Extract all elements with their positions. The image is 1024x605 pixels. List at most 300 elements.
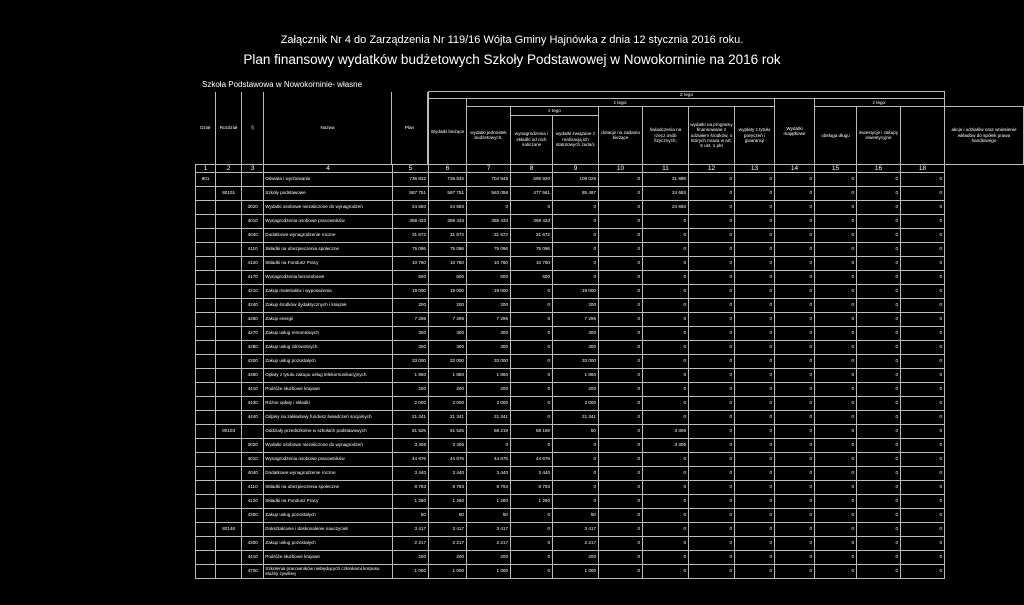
table-cell: 0: [511, 298, 553, 312]
table-cell: 44 676: [429, 452, 467, 466]
table-cell: 0: [857, 466, 901, 480]
table-cell: 0: [599, 326, 643, 340]
table-cell: 0: [735, 214, 775, 228]
row-name-cell: Zakup energii: [264, 312, 393, 326]
header-wydatki-jednostek: wydatki jednostek budżetowych,: [467, 107, 511, 164]
table-cell: 0: [775, 508, 815, 522]
table-cell: 0: [599, 522, 643, 536]
attachment-note: Załącznik Nr 4 do Zarządzenia Nr 119/16 Wójta Gminy Hajnówka z dnia 12 stycznia 2016 roku.: [280, 34, 744, 46]
table-row: [196, 466, 1024, 480]
table-cell: 24 693: [643, 186, 689, 200]
table-cell: 0: [689, 550, 735, 564]
table-cell: 21 341: [467, 410, 511, 424]
table-cell: 0: [643, 340, 689, 354]
table-cell: 0: [735, 354, 775, 368]
row-name-cell: Różne opłaty i składki: [264, 396, 393, 410]
header-par: §: [242, 92, 264, 164]
table-row: [196, 326, 1024, 340]
table-cell: [242, 172, 264, 186]
table-cell: 0: [689, 256, 735, 270]
table-row: [196, 536, 1024, 550]
table-cell: 31 888: [643, 172, 689, 186]
table-cell: 85 497: [553, 186, 599, 200]
table-cell: 31 672: [392, 228, 428, 242]
table-cell: 0: [775, 284, 815, 298]
table-cell: 0: [775, 382, 815, 396]
column-number: 7: [467, 164, 511, 172]
table-cell: [216, 270, 242, 284]
table-cell: 4700: [242, 564, 264, 578]
table-cell: 0: [735, 186, 775, 200]
table-cell: 3 417: [553, 522, 599, 536]
row-name-cell: Opłaty z tytułu zakupu usług telekomunikacyjnych: [264, 368, 393, 382]
table-cell: 200: [467, 382, 511, 396]
table-cell: [216, 172, 242, 186]
table-cell: 0: [857, 410, 901, 424]
table-cell: [196, 368, 216, 382]
table-cell: 477 561: [511, 186, 553, 200]
table-cell: 0: [689, 480, 735, 494]
table-cell: [196, 494, 216, 508]
table-cell: 0: [815, 382, 857, 396]
table-cell: 0: [643, 410, 689, 424]
table-cell: 0: [735, 200, 775, 214]
table-cell: 8 793: [392, 480, 428, 494]
table-cell: 200: [392, 382, 428, 396]
table-cell: 4260: [242, 312, 264, 326]
table-cell: 0: [689, 340, 735, 354]
table-cell: 0: [857, 284, 901, 298]
table-cell: 0: [735, 424, 775, 438]
table-cell: 44 676: [511, 452, 553, 466]
table-cell: 4300: [242, 536, 264, 550]
table-cell: 0: [511, 536, 553, 550]
table-cell: [196, 508, 216, 522]
table-cell: 0: [689, 228, 735, 242]
table-cell: 0: [901, 354, 945, 368]
table-cell: 0: [775, 536, 815, 550]
table-cell: 0: [689, 284, 735, 298]
table-cell: 0: [857, 494, 901, 508]
header-dzial: Dział: [196, 92, 216, 164]
table-cell: 0: [689, 508, 735, 522]
table-cell: 0: [689, 382, 735, 396]
column-number: 14: [775, 164, 815, 172]
table-cell: 0: [775, 270, 815, 284]
table-cell: 300: [392, 340, 428, 354]
table-cell: 0: [735, 340, 775, 354]
table-cell: 0: [735, 410, 775, 424]
table-cell: 1 860: [429, 368, 467, 382]
row-name-cell: Zakup środków dydaktycznych i książek: [264, 298, 393, 312]
table-row: [196, 214, 1024, 228]
table-cell: 0: [599, 256, 643, 270]
table-cell: 0: [735, 564, 775, 578]
row-name-cell: Zakup usług pozostałych: [264, 354, 393, 368]
table-cell: 3020: [242, 438, 264, 452]
row-name-cell: Wydatki osobowe niezaliczone do wynagrodzeń: [264, 438, 393, 452]
table-cell: 0: [511, 326, 553, 340]
table-cell: 300: [467, 326, 511, 340]
table-cell: 0: [643, 270, 689, 284]
table-cell: 0: [775, 186, 815, 200]
z-tego-header-1: Z tego: [429, 92, 945, 99]
table-cell: 0: [775, 228, 815, 242]
table-cell: 50: [467, 508, 511, 522]
table-cell: 0: [599, 480, 643, 494]
table-cell: 0: [857, 242, 901, 256]
table-cell: 0: [599, 494, 643, 508]
table-cell: 0: [815, 326, 857, 340]
table-cell: 0: [775, 214, 815, 228]
table-cell: 0: [735, 508, 775, 522]
table-cell: 0: [553, 256, 599, 270]
table-cell: 44 676: [392, 452, 428, 466]
header-left-block: [196, 92, 429, 165]
table-cell: 0: [857, 256, 901, 270]
row-name-cell: Szkolenia pracowników niebędących członkami korpusu służby cywilnej: [264, 564, 393, 578]
table-cell: [216, 200, 242, 214]
table-cell: 0: [815, 172, 857, 186]
table-cell: 0: [511, 438, 553, 452]
table-cell: 1 000: [553, 564, 599, 578]
column-number: 10: [599, 164, 643, 172]
table-cell: 0: [599, 466, 643, 480]
column-number: 13: [735, 164, 775, 172]
table-cell: 0: [511, 312, 553, 326]
table-cell: 33 000: [392, 354, 428, 368]
table-cell: 0: [511, 410, 553, 424]
table-cell: 0: [815, 424, 857, 438]
table-cell: [196, 214, 216, 228]
table-cell: 0: [815, 466, 857, 480]
table-cell: 0: [643, 382, 689, 396]
header-swiadczenia: świadczenia na rzecz osób fizycznych;: [643, 107, 689, 164]
table-cell: 0: [643, 536, 689, 550]
table-cell: 0: [775, 242, 815, 256]
table-cell: 0: [599, 536, 643, 550]
table-cell: 4440: [242, 410, 264, 424]
table-cell: 2 000: [392, 396, 428, 410]
table-cell: 0: [599, 452, 643, 466]
row-name-cell: Szkoły podstawowe: [264, 186, 393, 200]
table-cell: 0: [857, 536, 901, 550]
table-cell: 0: [643, 550, 689, 564]
table-row: [196, 354, 1024, 368]
table-cell: 0: [857, 438, 901, 452]
table-cell: 0: [901, 382, 945, 396]
table-cell: 359 433: [467, 214, 511, 228]
table-cell: 0: [815, 256, 857, 270]
table-cell: 1 000: [429, 564, 467, 578]
table-cell: 3 417: [429, 522, 467, 536]
document-title: Plan finansowy wydatków budżetowych Szkoły Podstawowej w Nowokorninie na 2016 rok: [243, 52, 781, 67]
table-cell: 0: [599, 354, 643, 368]
row-name-cell: Zakup usług remontowych: [264, 326, 393, 340]
table-cell: 3 417: [392, 522, 428, 536]
table-cell: 0: [643, 494, 689, 508]
table-cell: 7 296: [467, 312, 511, 326]
header-wydatki-zwiazane: wydatki związane z realizacją ich statutowych zadań;: [553, 115, 599, 164]
table-cell: 300: [467, 340, 511, 354]
table-cell: 0: [815, 368, 857, 382]
table-cell: 4410: [242, 382, 264, 396]
table-cell: 0: [857, 326, 901, 340]
table-cell: 0: [643, 242, 689, 256]
table-cell: 0: [901, 228, 945, 242]
table-row: [196, 242, 1024, 256]
table-cell: 4270: [242, 326, 264, 340]
table-cell: 0: [599, 564, 643, 578]
table-cell: 1 260: [429, 494, 467, 508]
table-cell: 8 793: [429, 480, 467, 494]
table-cell: 50: [553, 424, 599, 438]
row-name-cell: Podróże służbowe krajowe: [264, 550, 393, 564]
row-name-cell: Wynagrodzenia osobowe pracowników: [264, 214, 393, 228]
table-cell: 600: [511, 270, 553, 284]
table-cell: [196, 312, 216, 326]
table-cell: 0: [643, 522, 689, 536]
table-cell: 0: [775, 298, 815, 312]
table-cell: 4360: [242, 368, 264, 382]
table-body: [196, 164, 1024, 578]
table-cell: [216, 494, 242, 508]
table-cell: 1 860: [467, 368, 511, 382]
table-cell: 61 525: [392, 424, 428, 438]
table-cell: [216, 312, 242, 326]
row-name-cell: Składki na ubezpieczenia społeczne: [264, 480, 393, 494]
table-cell: 0: [735, 522, 775, 536]
table-cell: 0: [735, 494, 775, 508]
table-cell: 75 096: [467, 242, 511, 256]
table-cell: 0: [643, 298, 689, 312]
table-cell: [216, 242, 242, 256]
table-cell: 0: [599, 382, 643, 396]
table-cell: 0: [857, 312, 901, 326]
table-cell: 0: [689, 186, 735, 200]
header-inwestycje: inwestycje i zakupy inwestycyjne: [857, 107, 901, 164]
table-cell: 0: [857, 396, 901, 410]
table-cell: 200: [392, 298, 428, 312]
table-cell: 0: [511, 382, 553, 396]
table-cell: 0: [857, 172, 901, 186]
table-cell: 0: [775, 326, 815, 340]
table-cell: 0: [901, 410, 945, 424]
table-cell: 0: [511, 354, 553, 368]
table-cell: 3 440: [429, 466, 467, 480]
table-cell: 736 832: [392, 172, 428, 186]
table-cell: 600: [429, 270, 467, 284]
table-cell: 0: [511, 284, 553, 298]
table-cell: 0: [901, 438, 945, 452]
table-cell: 0: [901, 172, 945, 186]
table-cell: 0: [857, 480, 901, 494]
table-row: [196, 200, 1024, 214]
table-cell: [216, 536, 242, 550]
header-obsluga-dlugu: obsługa długu: [815, 107, 857, 164]
table-cell: 0: [815, 410, 857, 424]
table-cell: 2 217: [429, 536, 467, 550]
table-cell: 75 096: [511, 242, 553, 256]
table-row: [196, 424, 1024, 438]
table-cell: 0: [735, 312, 775, 326]
table-cell: [216, 326, 242, 340]
table-cell: [196, 354, 216, 368]
table-cell: 80146: [216, 522, 242, 536]
table-cell: 24 693: [392, 200, 428, 214]
table-cell: 21 341: [553, 410, 599, 424]
table-cell: 0: [815, 312, 857, 326]
table-cell: 33 000: [467, 354, 511, 368]
table-cell: 0: [857, 564, 901, 578]
table-cell: 4210: [242, 284, 264, 298]
table-cell: 0: [599, 242, 643, 256]
table-cell: 0: [775, 550, 815, 564]
header-wynagrodzenia: wynagrodzenia i składki od nich naliczane: [511, 115, 553, 164]
table-cell: 33 000: [429, 354, 467, 368]
table-cell: 0: [689, 536, 735, 550]
table-cell: 0: [901, 494, 945, 508]
table-cell: 0: [857, 522, 901, 536]
table-cell: 0: [689, 298, 735, 312]
header-plan: Plan: [392, 92, 428, 164]
table-cell: 0: [599, 200, 643, 214]
table-cell: 4110: [242, 242, 264, 256]
table-cell: 0: [815, 200, 857, 214]
table-cell: 2 000: [429, 396, 467, 410]
table-cell: 10 760: [429, 256, 467, 270]
table-cell: 1 260: [511, 494, 553, 508]
table-cell: 0: [511, 550, 553, 564]
table-cell: [242, 522, 264, 536]
column-number: 15: [815, 164, 857, 172]
table-row: [196, 228, 1024, 242]
table-cell: 0: [857, 354, 901, 368]
table-cell: 0: [553, 228, 599, 242]
table-cell: 0: [815, 270, 857, 284]
table-cell: 0: [857, 214, 901, 228]
table-cell: 0: [901, 452, 945, 466]
table-cell: 0: [901, 270, 945, 284]
table-cell: 0: [599, 438, 643, 452]
table-cell: 0: [815, 508, 857, 522]
table-cell: 0: [901, 200, 945, 214]
row-name-cell: Wynagrodzenia osobowe pracowników: [264, 452, 393, 466]
table-cell: 3 306: [392, 438, 428, 452]
table-cell: 0: [689, 172, 735, 186]
table-cell: 0: [735, 368, 775, 382]
table-cell: 0: [689, 214, 735, 228]
row-name-cell: Wynagrodzenia bezosobowe: [264, 270, 393, 284]
table-cell: 0: [689, 200, 735, 214]
table-cell: [216, 396, 242, 410]
table-cell: 600: [467, 270, 511, 284]
table-cell: 0: [689, 242, 735, 256]
table-cell: [196, 550, 216, 564]
table-row: [196, 270, 1024, 284]
table-cell: 0: [901, 214, 945, 228]
table-cell: [196, 298, 216, 312]
table-cell: [196, 424, 216, 438]
table-cell: 0: [775, 466, 815, 480]
table-cell: 0: [775, 368, 815, 382]
table-cell: 0: [643, 354, 689, 368]
table-cell: [216, 382, 242, 396]
table-cell: 10 760: [392, 256, 428, 270]
header-wydatki-majatkowe: Wydatki majątkowe: [775, 99, 815, 165]
table-cell: 2 000: [553, 396, 599, 410]
table-cell: 0: [815, 186, 857, 200]
row-name-cell: Zakup usług pozostałych: [264, 536, 393, 550]
table-cell: 0: [511, 564, 553, 578]
table-cell: 0: [599, 550, 643, 564]
table-cell: 21 341: [392, 410, 428, 424]
table-cell: 0: [815, 242, 857, 256]
table-cell: [216, 354, 242, 368]
row-name-cell: Oświata i wychowanie: [264, 172, 393, 186]
row-name-cell: Zakup usług zdrowotnych: [264, 340, 393, 354]
table-cell: 0: [775, 564, 815, 578]
table-cell: 0: [901, 466, 945, 480]
header-blank: [901, 107, 945, 164]
table-row: [196, 452, 1024, 466]
table-cell: [196, 536, 216, 550]
table-cell: 0: [735, 536, 775, 550]
table-cell: 0: [643, 284, 689, 298]
table-cell: 0: [689, 438, 735, 452]
table-cell: 596 920: [511, 172, 553, 186]
table-cell: 0: [901, 340, 945, 354]
table-cell: 359 433: [392, 214, 428, 228]
table-cell: 200: [429, 298, 467, 312]
table-cell: 0: [735, 382, 775, 396]
table-row: [196, 494, 1024, 508]
table-cell: 0: [901, 284, 945, 298]
table-cell: 0: [775, 438, 815, 452]
table-row: [196, 340, 1024, 354]
table-cell: 0: [511, 368, 553, 382]
table-cell: 80101: [216, 186, 242, 200]
column-number: 18: [901, 164, 945, 172]
table-cell: 4430: [242, 396, 264, 410]
table-cell: 19 000: [429, 284, 467, 298]
table-cell: 108 026: [553, 172, 599, 186]
table-cell: 0: [775, 354, 815, 368]
table-cell: 0: [689, 564, 735, 578]
table-cell: 0: [643, 480, 689, 494]
table-cell: 0: [735, 284, 775, 298]
table-row: [196, 522, 1024, 536]
table-cell: 31 672: [467, 228, 511, 242]
table-cell: 0: [599, 172, 643, 186]
table-cell: 0: [643, 508, 689, 522]
table-cell: 0: [901, 536, 945, 550]
table-cell: [216, 410, 242, 424]
table-cell: [242, 186, 264, 200]
table-cell: 0: [735, 452, 775, 466]
table-row: [196, 172, 1024, 186]
table-cell: 8 793: [467, 480, 511, 494]
table-cell: 0: [775, 312, 815, 326]
table-cell: 0: [815, 536, 857, 550]
table-cell: [216, 438, 242, 452]
table-row: [196, 564, 1024, 578]
table-cell: 0: [689, 424, 735, 438]
table-cell: 0: [857, 200, 901, 214]
table-cell: 3 306: [643, 424, 689, 438]
table-cell: 3 306: [429, 438, 467, 452]
table-cell: [196, 466, 216, 480]
